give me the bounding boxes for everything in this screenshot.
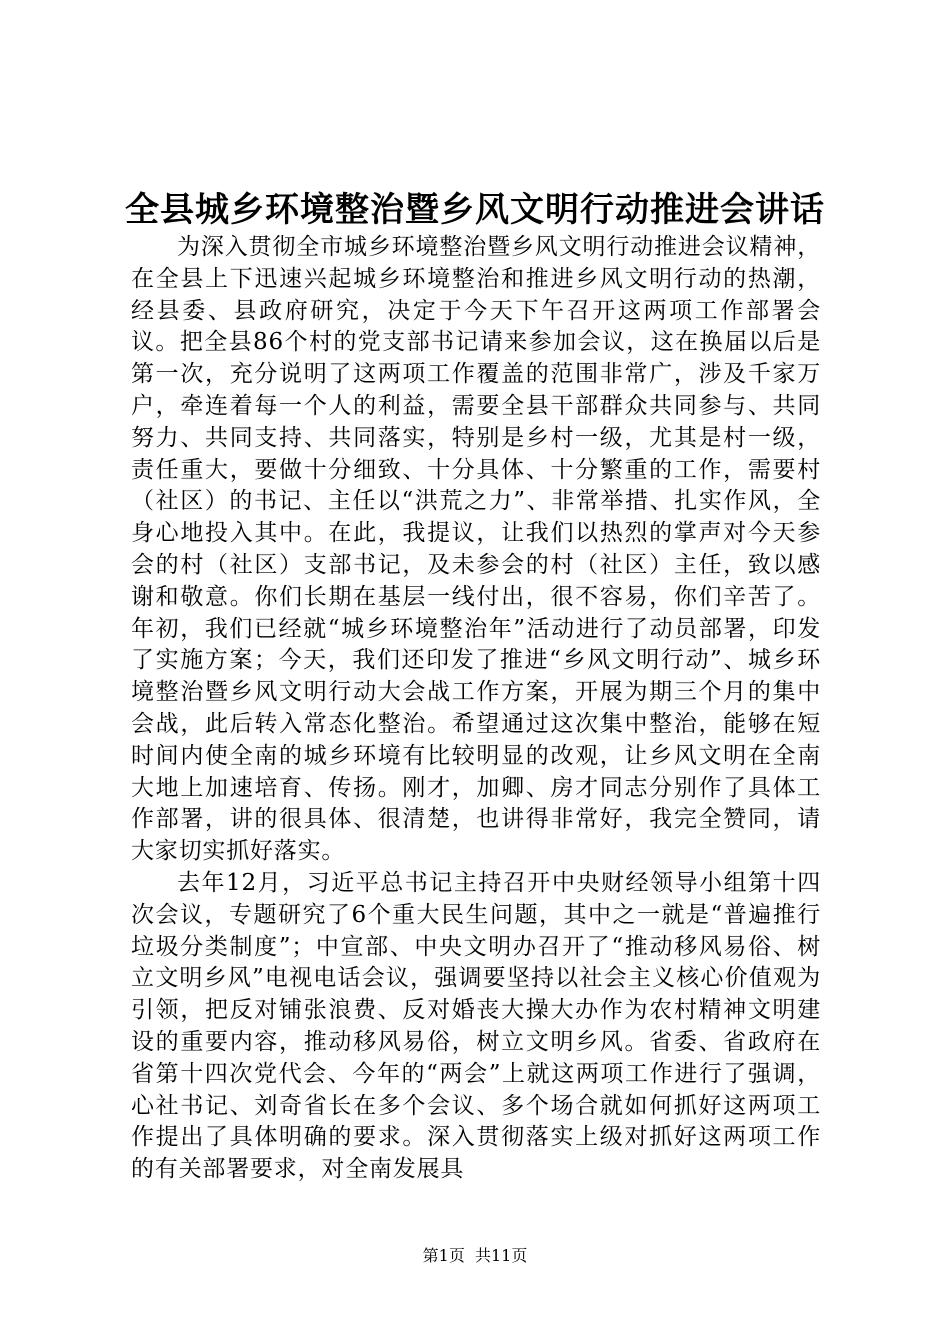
page-number-label: 第1页 共11页 xyxy=(422,1246,528,1265)
document-title: 全县城乡环境整治暨乡风文明行动推进会讲话 xyxy=(125,190,825,230)
paragraph: 为深入贯彻全市城乡环境整治暨乡风文明行动推进会议精神，在全县上下迅速兴起城乡环境整治和推进乡风文明行动的热潮，经县委、县政府研究，决定于今天下午召开这两项工作部署会议。把全县86个村的党支部书记请来参加会议，这在换届以后是第一次，充分说明了这两项工作覆盖的范围非常广，涉及千家万户，牵连着每一个人的利益，需要全县干部群众共同参与、共同努力、共同支持、共同落实，特别是乡村一级，尤其是村一级，责任重大，要做十分细致、十分具体、十分繁重的工作，需要村（社区）的书记、主任以“洪荒之力”、非常举措、扎实作风，全身心地投入其中。在此，我提议，让我们以热烈的掌声对今天参会的村（社区）支部书记，及未参会的村（社区）主任，致以感谢和敬意。你们长期在基层一线付出，很不容易，你们辛苦了。年初，我们已经就“城乡环境整治年”活动进行了动员部署，印发了实施方案；今天，我们还印发了推进“乡风文明行动”、城乡环境整治暨乡风文明行动大会战工作方案，开展为期三个月的集中会战，此后转入常态化整治。希望通过这次集中整治，能够在短时间内使全南的城乡环境有比较明显的改观，让乡风文明在全南大地上加速培育、传扬。刚才，加卿、房才同志分别作了具体工作部署，讲的很具体、很清楚，也讲得非常好，我完全赞同，请大家切实抓好落实。 xyxy=(131,234,821,865)
paragraph: 去年12月，习近平总书记主持召开中央财经领导小组第十四次会议，专题研究了6个重大民生问题，其中之一就是“普遍推行垃圾分类制度”；中宣部、中央文明办召开了“推动移风易俗、树立文明乡风”电视电话会议，强调要坚持以社会主义核心价值观为引领，把反对铺张浪费、反对婚丧大操大办作为农村精神文明建设的重要内容，推动移风易俗，树立文明乡风。省委、省政府在省第十四次党代会、今年的“两会”上就这两项工作进行了强调，心社书记、刘奇省长在多个会议、多个场合就如何抓好这两项工作提出了具体明确的要求。深入贯彻落实上级对抓好这两项工作的有关部署要求，对全南发展具 xyxy=(131,869,821,1183)
page-footer xyxy=(0,1244,950,1268)
document-body xyxy=(131,232,821,1186)
